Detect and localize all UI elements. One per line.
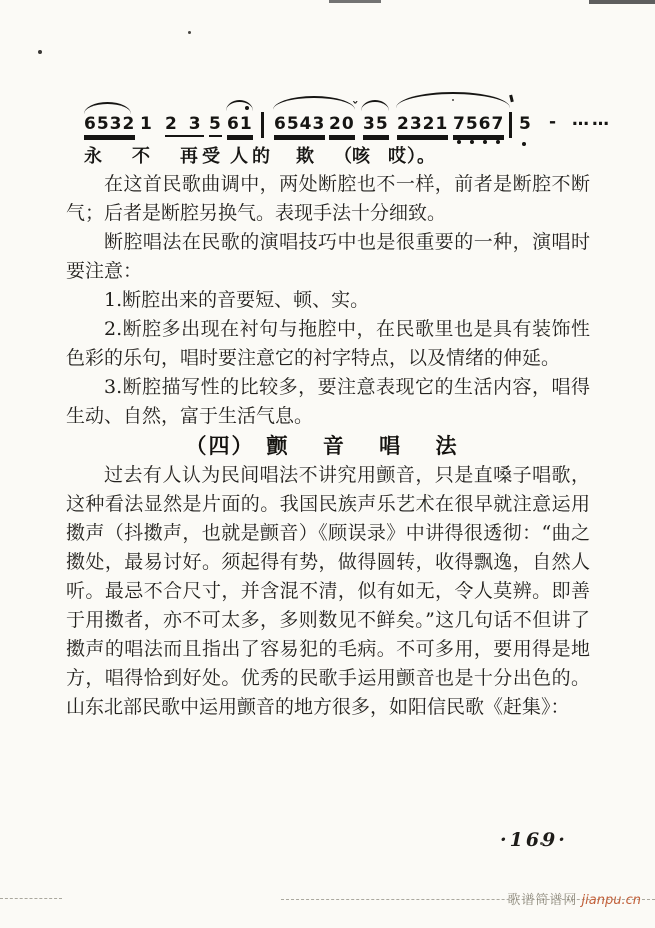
list-item: 1.断腔出来的音要短、顿、实。: [104, 289, 370, 311]
breath-mark-icon: ˇ: [352, 101, 359, 116]
list-item: 2.断腔多出现在衬句与拖腔中，在民歌里也是具有装饰性色彩的乐句，唱时要注意它的衬字特点，以及情绪的伸延。: [66, 318, 590, 369]
jianpu-note-group: 7567: [453, 114, 504, 137]
lyric-syllable: 不: [132, 146, 150, 167]
jianpu-note-group: 2321: [397, 114, 448, 137]
duration-dash: -: [549, 112, 558, 132]
section-number: （四）: [185, 433, 255, 458]
lyric-syllable: 欺: [296, 146, 314, 167]
jianpu-note-group: 6532: [84, 114, 135, 137]
jianpu-note-group: 20: [329, 114, 355, 137]
page-number: ·169·: [500, 829, 568, 851]
section-title: 颤 音 唱 法: [266, 433, 471, 458]
barline-icon: [261, 112, 264, 138]
jianpu-note-group: 5: [519, 114, 532, 134]
lyric-syllable: （咳: [334, 146, 370, 167]
octave-dot-icon: [245, 106, 249, 110]
jianpu-note-group: 35: [363, 114, 389, 137]
paragraph: 过去有人认为民间唱法不讲究用颤音，只是直嗓子唱歌，这种看法显然是片面的。我国民族声乐艺术在很早就注意运用擞声（抖擞声，也就是颤音）《顾误录》中讲得很透彻：“曲之擞处，最易讨好。须起得有势，做得圆转，收得飘逸，自然人听。最忌不合尺寸，并含混不清，似有如无，令人莫辨。即善于用擞者，亦不可太多，多则数见不鲜矣。”这几句话不但讲了擞声的唱法而且指出了容易犯的毛病。不可多用，要用得是地方，唱得恰到好处。优秀的民歌手运用颤音也是十分出色的。山东北部民歌中运用颤音的地方很多，如阳信民歌《赶集》：: [66, 464, 590, 718]
lyric-syllable: 永: [84, 146, 102, 167]
jianpu-note-group: 61: [227, 114, 253, 137]
slur-icon: [361, 100, 389, 111]
octave-dot-icon: [522, 142, 526, 146]
barline-icon: [509, 112, 512, 138]
jianpu-note-group: 1: [140, 114, 153, 134]
jianpu-note-group: 6543: [274, 114, 325, 137]
lyric-syllable: 哎）。: [388, 146, 436, 167]
phrase-slur-icon: [396, 92, 510, 108]
low-octave-dots-icon: [457, 140, 461, 144]
continuation-dots: ……: [572, 110, 612, 130]
jianpu-note-group: 2 3: [165, 114, 204, 137]
jianpu-note-group: 5: [209, 114, 222, 137]
section-heading: [66, 431, 590, 461]
body-text: [66, 170, 590, 722]
paragraph: 断腔唱法在民歌的演唱技巧中也是很重要的一种，演唱时要注意：: [66, 231, 590, 282]
dashed-line: [0, 898, 62, 899]
paragraph: 在这首民歌曲调中，两处断腔也不一样，前者是断腔不断气；后者是断腔另换气。表现手法十分细致。: [66, 173, 590, 224]
slur-icon: [273, 96, 355, 110]
watermark-site-name: 歌谱简谱网: [507, 893, 578, 908]
music-notation: [0, 0, 655, 170]
watermark: [507, 889, 641, 908]
lyric-syllable: 再受: [180, 146, 224, 167]
list-item: 3.断腔描写性的比较多，要注意表现它的生活内容，唱得生动、自然，富于生活气息。: [66, 376, 590, 427]
lyric-syllable: 人的: [230, 146, 274, 167]
slur-icon: [84, 102, 131, 114]
slur-icon: [226, 100, 253, 111]
watermark-domain: jianpu.cn: [581, 893, 641, 908]
